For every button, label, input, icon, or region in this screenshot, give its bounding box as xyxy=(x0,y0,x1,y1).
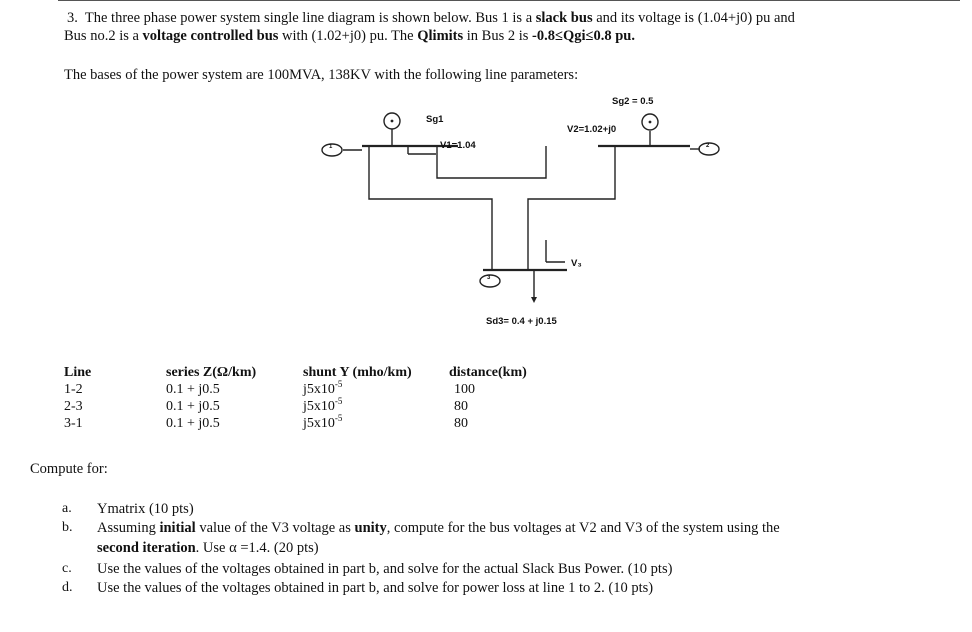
qlimits-value: -0.8≤Qgi≤0.8 pu. xyxy=(532,28,635,44)
problem-line-2-mid2: in Bus 2 is xyxy=(466,28,529,44)
table-col-distance xyxy=(449,364,527,432)
problem-line-1-post: and its voltage is (1.04+j0) pu and xyxy=(596,10,795,26)
gen-1-dot xyxy=(391,120,394,123)
item-a-letter: a. xyxy=(62,501,72,516)
bases-text: The bases of the power system are 100MVA, 138KV with the following line parameters: xyxy=(64,67,579,83)
problem-line-2-pre: Bus no.2 is a xyxy=(64,28,139,44)
v2-label: V2=1.02+j0 xyxy=(567,124,617,135)
problem-line-2-mid: with (1.02+j0) pu. The xyxy=(282,28,414,44)
table-col-series-z xyxy=(166,364,256,432)
table-cell xyxy=(303,415,412,432)
table-cell: 80 xyxy=(454,399,468,414)
shunt-y-base: j5x10 xyxy=(303,399,335,414)
item-b-mid: value of the V3 voltage as xyxy=(199,520,351,536)
shunt-y-exponent: -5 xyxy=(334,396,343,406)
qlimits-label: Qlimits xyxy=(417,28,464,44)
shunt-y-exponent: -5 xyxy=(334,413,343,423)
table-cell: 1-2 xyxy=(64,382,83,397)
item-b-letter: b. xyxy=(62,520,73,535)
item-c-letter: c. xyxy=(62,561,72,576)
problem-line-1-pre: The three phase power system single line diagram is shown below. Bus 1 is a xyxy=(84,10,533,26)
shunt-y-base: j5x10 xyxy=(303,416,335,431)
load-arrow-head xyxy=(531,297,537,303)
header-shunt-y: shunt Y (mho/km) xyxy=(303,365,412,380)
line-1-3 xyxy=(369,146,492,270)
shunt-y-base: j5x10 xyxy=(303,382,335,397)
item-b-tail: . Use α =1.4. (20 pts) xyxy=(195,540,319,556)
gen-2-dot xyxy=(649,121,652,124)
header-line: Line xyxy=(64,365,92,380)
item-b-post: , compute for the bus voltages at V2 and V3 of the system using the xyxy=(386,520,780,536)
problem-number: 3. xyxy=(67,10,78,26)
item-b-unity: unity xyxy=(354,520,387,536)
v3-label: V₃ xyxy=(571,258,582,269)
table-cell: 0.1 + j0.5 xyxy=(166,382,220,397)
bus-2-tag-label: 2 xyxy=(706,143,710,149)
shunt-y-exponent: -5 xyxy=(334,379,343,389)
header-distance: distance(km) xyxy=(449,365,527,380)
item-d-letter: d. xyxy=(62,580,73,595)
item-b-second-iteration: second iteration xyxy=(97,540,196,556)
item-d-text: Use the values of the voltages obtained in part b, and solve for power loss at line 1 to 2. (10 pts) xyxy=(97,580,654,596)
compute-heading: Compute for: xyxy=(30,461,108,477)
item-b-text-line2 xyxy=(97,539,319,558)
slack-bus-label: slack bus xyxy=(535,10,593,26)
table-cell: 80 xyxy=(454,416,468,431)
line-2-3 xyxy=(528,146,615,270)
table-cell: 3-1 xyxy=(64,416,83,431)
sg1-label: Sg1 xyxy=(426,114,444,125)
v1-label: V1=1.04 xyxy=(440,140,476,151)
item-b-pre: Assuming xyxy=(97,520,156,536)
bus-1-tag-label: 1 xyxy=(329,144,333,150)
table-cell: 2-3 xyxy=(64,399,83,414)
table-cell: 0.1 + j0.5 xyxy=(166,416,220,431)
table-cell xyxy=(303,381,412,398)
table-col-shunt-y xyxy=(303,364,412,432)
item-b-initial: initial xyxy=(159,520,196,536)
item-a-text: Ymatrix (10 pts) xyxy=(97,501,194,517)
table-cell: 0.1 + j0.5 xyxy=(166,399,220,414)
table-cell: 100 xyxy=(454,382,475,397)
sg2-label: Sg2 = 0.5 xyxy=(612,96,654,107)
bus-3-tag-label: 3 xyxy=(487,275,491,281)
table-cell xyxy=(303,398,412,415)
header-series-z: series Z(Ω/km) xyxy=(166,365,257,380)
voltage-controlled-label: voltage controlled bus xyxy=(142,28,279,44)
item-c-text: Use the values of the voltages obtained in part b, and solve for the actual Slack Bus Power. (10 pts) xyxy=(97,561,673,577)
item-b-text-line1 xyxy=(97,519,927,538)
table-col-line xyxy=(64,364,91,432)
sd3-label: Sd3= 0.4 + j0.15 xyxy=(486,316,557,327)
